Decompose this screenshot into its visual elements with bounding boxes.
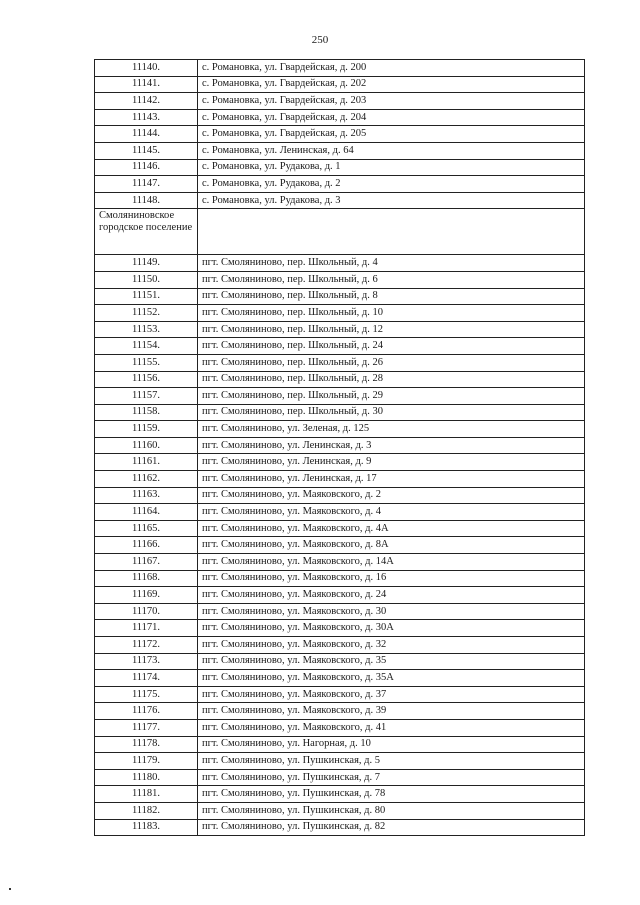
table-row bbox=[95, 471, 585, 488]
row-address: пгт. Смоляниново, пер. Школьный, д. 12 bbox=[198, 321, 585, 338]
table-row bbox=[95, 454, 585, 471]
table-row bbox=[95, 769, 585, 786]
table-row bbox=[95, 653, 585, 670]
table-row bbox=[95, 255, 585, 272]
row-number: 11155. bbox=[95, 354, 198, 371]
table-row bbox=[95, 271, 585, 288]
row-address: пгт. Смоляниново, пер. Школьный, д. 29 bbox=[198, 388, 585, 405]
row-number: 11180. bbox=[95, 769, 198, 786]
row-number: 11168. bbox=[95, 570, 198, 587]
table-row bbox=[95, 421, 585, 438]
table-row bbox=[95, 176, 585, 193]
row-number: 11166. bbox=[95, 537, 198, 554]
row-number: 11159. bbox=[95, 421, 198, 438]
row-number: 11179. bbox=[95, 753, 198, 770]
row-address: пгт. Смоляниново, пер. Школьный, д. 24 bbox=[198, 338, 585, 355]
row-number: 11175. bbox=[95, 686, 198, 703]
row-address: пгт. Смоляниново, ул. Маяковского, д. 24 bbox=[198, 587, 585, 604]
row-address: пгт. Смоляниново, ул. Ленинская, д. 9 bbox=[198, 454, 585, 471]
row-address: пгт. Смоляниново, ул. Маяковского, д. 37 bbox=[198, 686, 585, 703]
settlement-name: Смоляниновское городское поселение bbox=[95, 209, 198, 255]
row-number: 11173. bbox=[95, 653, 198, 670]
table-row bbox=[95, 686, 585, 703]
row-number: 11170. bbox=[95, 603, 198, 620]
row-number: 11147. bbox=[95, 176, 198, 193]
row-address: пгт. Смоляниново, ул. Пушкинская, д. 5 bbox=[198, 753, 585, 770]
row-number: 11158. bbox=[95, 404, 198, 421]
table-row bbox=[95, 93, 585, 110]
row-number: 11144. bbox=[95, 126, 198, 143]
scan-speck bbox=[9, 888, 11, 890]
row-number: 11142. bbox=[95, 93, 198, 110]
table-row bbox=[95, 603, 585, 620]
row-number: 11171. bbox=[95, 620, 198, 637]
row-number: 11163. bbox=[95, 487, 198, 504]
table-row bbox=[95, 570, 585, 587]
row-address: пгт. Смоляниново, ул. Маяковского, д. 14А bbox=[198, 554, 585, 571]
table-row bbox=[95, 76, 585, 93]
table-row bbox=[95, 371, 585, 388]
table-row bbox=[95, 404, 585, 421]
address-register-body bbox=[95, 60, 585, 836]
row-number: 11150. bbox=[95, 271, 198, 288]
table-row bbox=[95, 670, 585, 687]
table-row bbox=[95, 338, 585, 355]
row-address: пгт. Смоляниново, ул. Маяковского, д. 4 bbox=[198, 504, 585, 521]
table-row bbox=[95, 504, 585, 521]
row-address: пгт. Смоляниново, ул. Пушкинская, д. 78 bbox=[198, 786, 585, 803]
row-number: 11141. bbox=[95, 76, 198, 93]
row-address: с. Романовка, ул. Ленинская, д. 64 bbox=[198, 142, 585, 159]
table-row bbox=[95, 819, 585, 836]
row-number: 11164. bbox=[95, 504, 198, 521]
row-address: пгт. Смоляниново, ул. Маяковского, д. 32 bbox=[198, 637, 585, 654]
row-address: с. Романовка, ул. Рудакова, д. 1 bbox=[198, 159, 585, 176]
table-row bbox=[95, 587, 585, 604]
row-number: 11140. bbox=[95, 60, 198, 77]
row-address: пгт. Смоляниново, ул. Зеленая, д. 125 bbox=[198, 421, 585, 438]
row-number: 11156. bbox=[95, 371, 198, 388]
row-address: пгт. Смоляниново, ул. Пушкинская, д. 82 bbox=[198, 819, 585, 836]
row-number: 11169. bbox=[95, 587, 198, 604]
row-address: пгт. Смоляниново, пер. Школьный, д. 26 bbox=[198, 354, 585, 371]
row-address: пгт. Смоляниново, ул. Ленинская, д. 17 bbox=[198, 471, 585, 488]
row-number: 11183. bbox=[95, 819, 198, 836]
row-address: пгт. Смоляниново, пер. Школьный, д. 28 bbox=[198, 371, 585, 388]
row-number: 11177. bbox=[95, 719, 198, 736]
table-row bbox=[95, 437, 585, 454]
row-address: с. Романовка, ул. Рудакова, д. 2 bbox=[198, 176, 585, 193]
row-number: 11181. bbox=[95, 786, 198, 803]
row-address: пгт. Смоляниново, ул. Нагорная, д. 10 bbox=[198, 736, 585, 753]
table-row bbox=[95, 620, 585, 637]
row-address: пгт. Смоляниново, ул. Ленинская, д. 3 bbox=[198, 437, 585, 454]
row-address: пгт. Смоляниново, ул. Маяковского, д. 30А bbox=[198, 620, 585, 637]
row-address: пгт. Смоляниново, ул. Маяковского, д. 4А bbox=[198, 520, 585, 537]
table-row bbox=[95, 487, 585, 504]
row-address: с. Романовка, ул. Гвардейская, д. 200 bbox=[198, 60, 585, 77]
settlement-empty-cell bbox=[198, 209, 585, 255]
row-number: 11143. bbox=[95, 109, 198, 126]
table-row bbox=[95, 192, 585, 209]
row-address: с. Романовка, ул. Гвардейская, д. 202 bbox=[198, 76, 585, 93]
table-row bbox=[95, 126, 585, 143]
row-number: 11151. bbox=[95, 288, 198, 305]
row-address: пгт. Смоляниново, пер. Школьный, д. 6 bbox=[198, 271, 585, 288]
row-address: пгт. Смоляниново, ул. Маяковского, д. 30 bbox=[198, 603, 585, 620]
row-number: 11174. bbox=[95, 670, 198, 687]
row-address: пгт. Смоляниново, пер. Школьный, д. 8 bbox=[198, 288, 585, 305]
address-register-table bbox=[94, 59, 585, 836]
table-row bbox=[95, 388, 585, 405]
settlement-group-row bbox=[95, 209, 585, 255]
table-row bbox=[95, 354, 585, 371]
row-number: 11161. bbox=[95, 454, 198, 471]
row-address: пгт. Смоляниново, ул. Пушкинская, д. 7 bbox=[198, 769, 585, 786]
row-address: с. Романовка, ул. Гвардейская, д. 205 bbox=[198, 126, 585, 143]
row-number: 11182. bbox=[95, 802, 198, 819]
row-address: пгт. Смоляниново, пер. Школьный, д. 30 bbox=[198, 404, 585, 421]
page-number: 250 bbox=[311, 34, 329, 46]
row-number: 11153. bbox=[95, 321, 198, 338]
table-row bbox=[95, 554, 585, 571]
row-number: 11165. bbox=[95, 520, 198, 537]
table-row bbox=[95, 786, 585, 803]
table-row bbox=[95, 537, 585, 554]
row-number: 11172. bbox=[95, 637, 198, 654]
table-row bbox=[95, 159, 585, 176]
row-number: 11176. bbox=[95, 703, 198, 720]
row-address: пгт. Смоляниново, ул. Маяковского, д. 16 bbox=[198, 570, 585, 587]
table-row bbox=[95, 305, 585, 322]
row-address: пгт. Смоляниново, ул. Маяковского, д. 2 bbox=[198, 487, 585, 504]
row-number: 11157. bbox=[95, 388, 198, 405]
row-address: пгт. Смоляниново, ул. Маяковского, д. 35А bbox=[198, 670, 585, 687]
table-row bbox=[95, 109, 585, 126]
table-row bbox=[95, 703, 585, 720]
row-number: 11145. bbox=[95, 142, 198, 159]
row-address: пгт. Смоляниново, пер. Школьный, д. 10 bbox=[198, 305, 585, 322]
row-address: с. Романовка, ул. Рудакова, д. 3 bbox=[198, 192, 585, 209]
table-row bbox=[95, 753, 585, 770]
table-row bbox=[95, 736, 585, 753]
row-number: 11160. bbox=[95, 437, 198, 454]
row-number: 11146. bbox=[95, 159, 198, 176]
row-number: 11148. bbox=[95, 192, 198, 209]
row-address: с. Романовка, ул. Гвардейская, д. 203 bbox=[198, 93, 585, 110]
table-row bbox=[95, 719, 585, 736]
table-row bbox=[95, 288, 585, 305]
row-number: 11149. bbox=[95, 255, 198, 272]
row-address: пгт. Смоляниново, ул. Маяковского, д. 8А bbox=[198, 537, 585, 554]
row-address: пгт. Смоляниново, ул. Маяковского, д. 35 bbox=[198, 653, 585, 670]
table-row bbox=[95, 802, 585, 819]
row-address: пгт. Смоляниново, пер. Школьный, д. 4 bbox=[198, 255, 585, 272]
row-number: 11154. bbox=[95, 338, 198, 355]
table-row bbox=[95, 142, 585, 159]
table-row bbox=[95, 520, 585, 537]
row-number: 11178. bbox=[95, 736, 198, 753]
row-number: 11162. bbox=[95, 471, 198, 488]
table-row bbox=[95, 60, 585, 77]
row-address: пгт. Смоляниново, ул. Маяковского, д. 39 bbox=[198, 703, 585, 720]
row-number: 11167. bbox=[95, 554, 198, 571]
row-address: с. Романовка, ул. Гвардейская, д. 204 bbox=[198, 109, 585, 126]
row-number: 11152. bbox=[95, 305, 198, 322]
table-row bbox=[95, 321, 585, 338]
row-address: пгт. Смоляниново, ул. Маяковского, д. 41 bbox=[198, 719, 585, 736]
row-address: пгт. Смоляниново, ул. Пушкинская, д. 80 bbox=[198, 802, 585, 819]
table-row bbox=[95, 637, 585, 654]
